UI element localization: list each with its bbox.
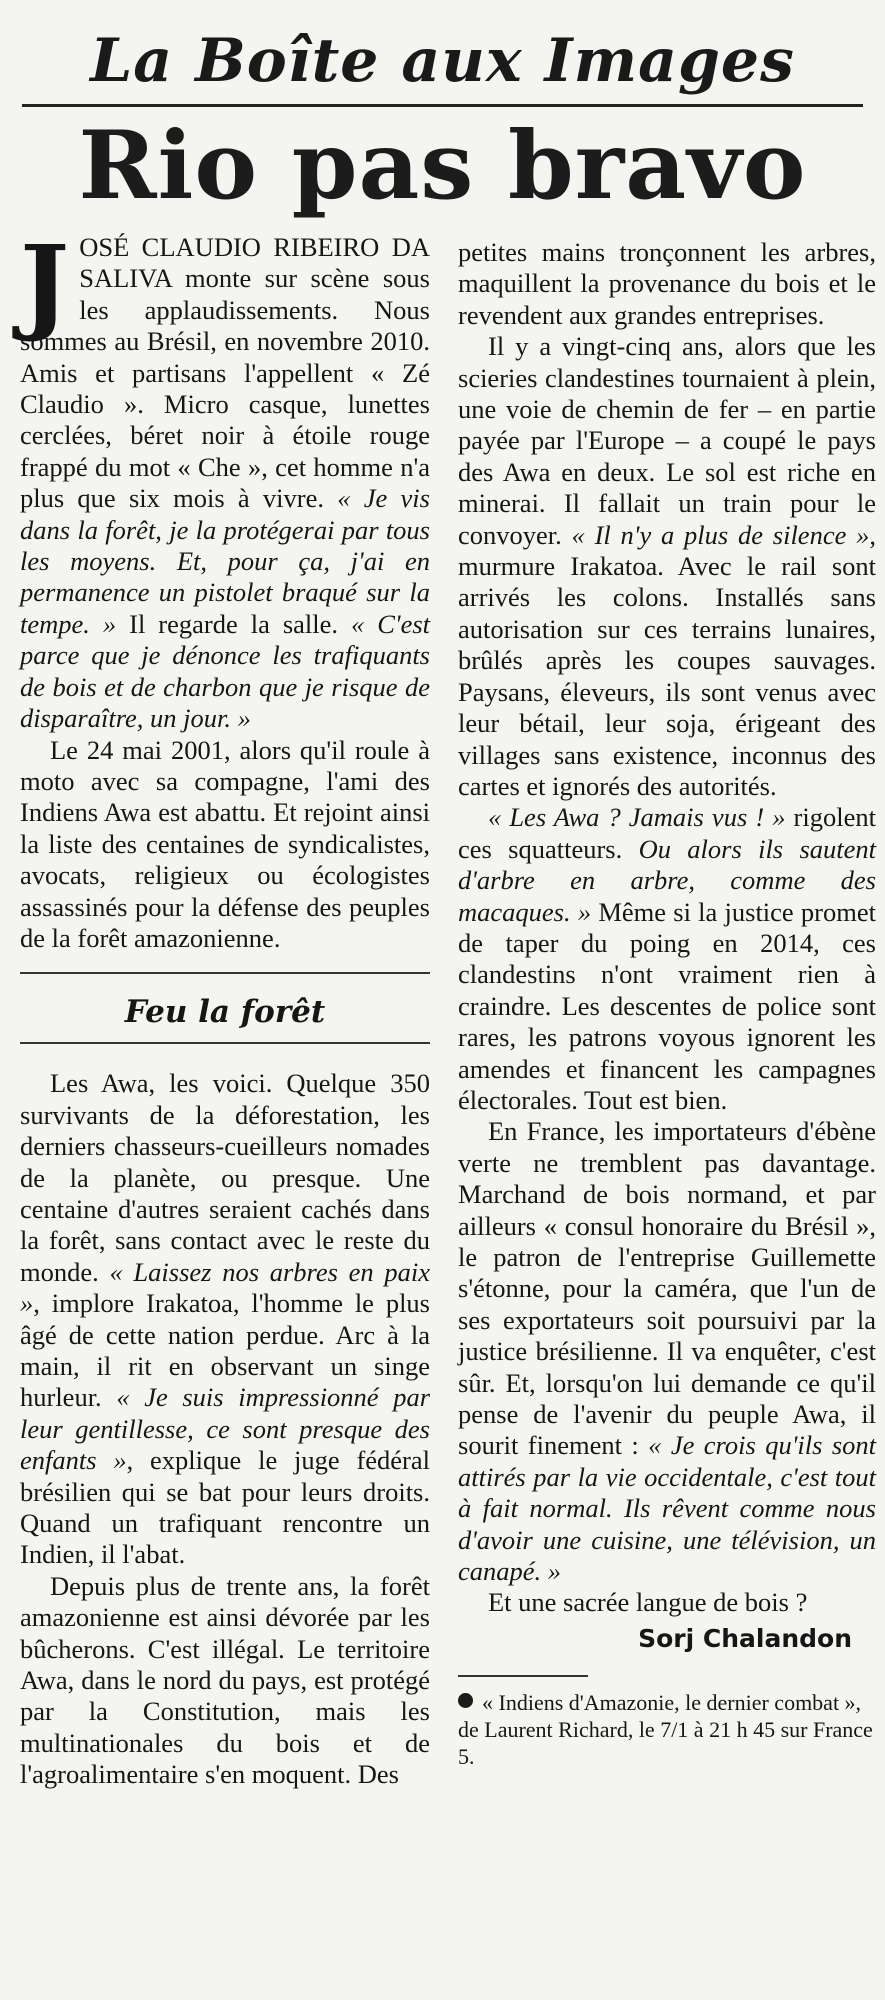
quote-ze-claudio-1: « Je vis dans la forêt, je la protégerai par tous les moyens. Et, pour ça, j'ai en permanence un pistolet braqué sur la tempe. »: [20, 483, 430, 639]
broadcast-note: [458, 1689, 876, 1770]
paragraph-3-c: , explique le juge fédéral brésilien qui se bat pour leurs droits. Quand un trafiquant rencontre un Indien, il l'abat.: [20, 1445, 430, 1570]
section-rubric: La Boîte aux Images: [90, 26, 795, 96]
quote-squatters-2: Ou alors ils sautent d'arbre en arbre, comme des macaques. »: [458, 833, 876, 927]
quote-judge: « Je suis impressionné par leur gentillesse, ce sont presque des enfants »: [20, 1382, 431, 1476]
paragraph-3: [20, 1068, 430, 1571]
subhead-bottom-rule: [20, 1042, 430, 1044]
section-subhead: Feu la forêt: [124, 994, 326, 1031]
paragraph-7: [458, 802, 876, 1116]
quote-squatters-1: « Les Awa ? Jamais vus ! »: [488, 802, 786, 833]
paragraph-5: petites mains tronçonnent les arbres, maquillent la provenance du bois et le revendent aux grandes entreprises.: [458, 237, 876, 330]
paragraph-6-a: Il y a vingt-cinq ans, alors que les scieries clandestines tournaient à plein, une voie de chemin de fer – en partie payée par l'Europe – a coupé le pays des Awa en deux. Le sol est riche en minerai. Il fallait un train pour le convoyer.: [458, 331, 876, 550]
paragraph-7-a: rigolent ces squatteurs.: [458, 802, 876, 864]
paragraph-4: Depuis plus de trente ans, la forêt amazonienne est ainsi dévorée par les bûcherons. C'est illégal. Le territoire Awa, dans le nord du pays, est protégé par la Constitution, mais les multinationales du bois et de l'agroalimentaire s'en moquent. Des: [20, 1570, 430, 1790]
bullet-icon: [458, 1693, 473, 1708]
paragraph-6: [458, 331, 876, 802]
right-column: [458, 237, 876, 1770]
paragraph-1: [20, 222, 431, 735]
subhead-top-rule: [20, 972, 430, 974]
author-signature: Sorj Chalandon: [638, 1623, 852, 1653]
paragraph-8: [458, 1116, 876, 1587]
paragraph-1-opening: OSÉ CLAUDIO RIBEIRO DA SALIVA monte sur scène sous les applaudissements. Nous sommes au Brésil, en novembre 2010. Amis et partisans l'appellent « Zé Claudio ». Micro casque, lunettes cerclées, béret noir à étoile rouge frappé du mot « Che », cet homme n'a plus que six mois à vivre.: [20, 232, 430, 514]
drop-cap: J: [20, 222, 70, 345]
paragraph-6-b: , murmure Irakatoa. Avec le rail sont arrivés les colons. Installés sans autorisation sur ces terrains lunaires, brûlés après les coupes sauvages. Paysans, éleveurs, ils sont venus avec leur bétail, leur soja, érigeant des villages sans existence, inconnus des cartes et ignorés des autorités.: [458, 519, 876, 801]
paragraph-2: Le 24 mai 2001, alors qu'il roule à moto avec sa compagne, l'ami des Indiens Awa est abattu. Et rejoint ainsi la liste des centaines de syndicalistes, avocats, religieux ou écologistes assassinés pour la défense des peuples de la forêt amazonienne.: [20, 734, 430, 953]
quote-silence: « Il n'y a plus de silence »: [571, 519, 870, 550]
paragraph-8-a: En France, les importateurs d'ébène verte ne tremblent pas davantage. Marchand de bois normand, et par ailleurs « consul honoraire du Brésil », le patron de l'entreprise Guillemette s'étonne, pour la caméra, que l'un de ses exportateurs soit poursuivi par la justice brésilienne. Il va enquêter, c'est sûr. Et, lorsqu'on lui demande ce qu'il pense de l'avenir du peuple Awa, il sourit finement :: [458, 1116, 876, 1461]
quote-ze-claudio-2: « C'est parce que je dénonce les trafiquants de bois et de charbon que je risque de disparaître, un jour. »: [20, 608, 431, 734]
rubric-divider: [22, 104, 863, 107]
paragraph-1-middle: Il regarde la salle.: [116, 608, 351, 639]
note-divider: [458, 1675, 588, 1677]
quote-irakatoa: « Laissez nos arbres en paix »: [20, 1256, 431, 1319]
paragraph-3-a: Les Awa, les voici. Quelque 350 survivants de la déforestation, les derniers chasseurs-cueilleurs nomades de la planète, ou presque. Une centaine d'autres seraient cachés dans la forêt, sans contact avec le reste du monde.: [20, 1068, 430, 1287]
left-column: [20, 222, 431, 1791]
broadcast-note-text: « Indiens d'Amazonie, le dernier combat », de Laurent Richard, le 7/1 à 21 h 45 sur France 5.: [458, 1689, 873, 1769]
article-headline: Rio pas bravo: [78, 111, 807, 221]
paragraph-7-b: Même si la justice promet de taper du poing en 2014, ces clandestins n'ont vraiment rien à craindre. Les descentes de police sont rares, les patrons voyous ignorent les amendes et financent les campagnes électorales. Tout est bien.: [458, 896, 876, 1115]
quote-guillemette: « Je crois qu'ils sont attirés par la vie occidentale, c'est tout à fait normal. Ils rêvent comme nous d'avoir une cuisine, une télévision, un canapé. »: [458, 1430, 877, 1587]
paragraph-3-b: , implore Irakatoa, l'homme le plus âgé de cette nation perdue. Arc à la main, il rit en observant un singe hurleur.: [20, 1288, 430, 1413]
paragraph-9: Et une sacrée langue de bois ?: [488, 1587, 808, 1618]
